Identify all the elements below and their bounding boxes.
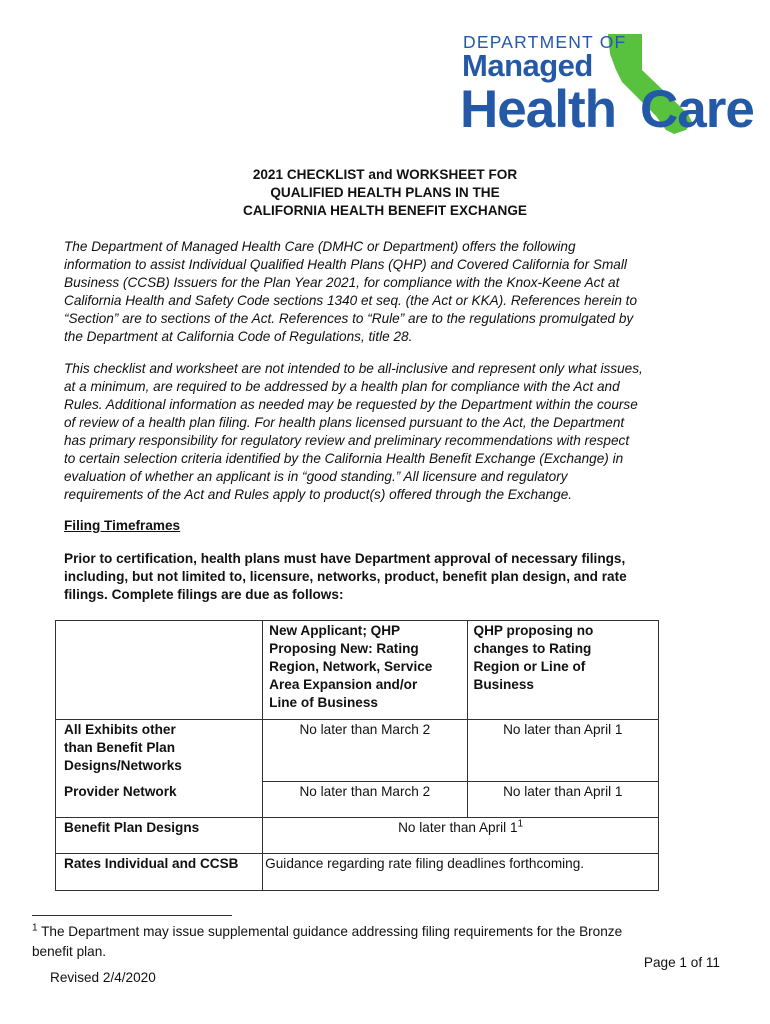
header-qhp-no-changes [467,621,658,720]
table-header-row [56,621,659,720]
table-row [56,720,659,782]
footnote-reference[interactable]: 1 [517,818,524,830]
title-line-2: QUALIFIED HEALTH PLANS IN THE [270,185,500,200]
row-label-provider-network: Provider Network [56,782,263,818]
header-line: Business [473,677,534,692]
disclaimer-line: This checklist and worksheet are not intended to be all-inclusive and represent only what issues, [64,361,643,376]
disclaimer-line: of review of a health plan filing. For health plans licensed pursuant to the Act, the Department [64,415,625,430]
header-line: New Applicant; QHP [269,623,401,638]
cell-no-changes: No later than April 1 [467,720,658,782]
footnote-marker: 1 [32,922,38,934]
empty-header-cell [56,621,263,720]
header-line: QHP proposing no [473,623,594,638]
cell-new-applicant: No later than March 2 [263,782,467,818]
table-row [56,854,659,891]
disclaimer-paragraph [64,360,714,504]
row-label-rates: Rates Individual and CCSB [56,854,263,891]
row-label-line: than Benefit Plan [64,740,176,755]
disclaimer-line: to certain selection criteria identified by the California Health Benefit Exchange (Exchange) in [64,451,624,466]
section-heading: Filing Timeframes [64,518,181,533]
row-label-line: All Exhibits other [64,722,176,737]
header-line: Region, Network, Service [269,659,433,674]
row-label-benefit-plan-designs: Benefit Plan Designs [56,818,263,854]
disclaimer-line: Rules. Additional information as needed may be requested by the Department within the course [64,397,638,412]
lead-line: including, but not limited to, licensure, networks, product, benefit plan design, and rate [64,569,627,584]
header-line: changes to Rating [473,641,592,656]
cell-rates-guidance: Guidance regarding rate filing deadlines forthcoming. [263,854,659,891]
header-new-applicant [263,621,467,720]
intro-line: information to assist Individual Qualified Health Plans (QHP) and Covered California for Small [64,257,627,272]
logo-line-managed: Managed [462,48,593,83]
row-label-line: Designs/Networks [64,758,182,773]
revised-date: Revised 2/4/2020 [50,970,156,985]
merged-deadline-text: No later than April 1 [398,820,518,835]
row-label-all-exhibits [56,720,263,782]
footnote-divider [32,915,232,916]
table-row [56,818,659,854]
page-number: Page 1 of 11 [643,955,720,970]
cell-no-changes: No later than April 1 [467,782,658,818]
intro-line: California Health and Safety Code sections 1340 et seq. (the Act or KKA). References herein to [64,293,638,308]
title-line-1: 2021 CHECKLIST and WORKSHEET FOR [252,167,518,182]
intro-line: Business (CCSB) Issuers for the Plan Year 2021, for compliance with the Knox-Keene Act at [64,275,620,290]
footnote-text: The Department may issue supplemental guidance addressing filing requirements for the Bronze [41,924,623,939]
intro-line: The Department of Managed Health Care (DMHC or Department) offers the following [64,239,576,254]
filing-requirements-text [64,550,724,604]
intro-line: the Department at California Code of Regulations, title 28. [64,329,413,344]
logo-line-health: Health [460,80,616,139]
disclaimer-line: evaluation of whether an applicant is in “good standing.” All licensure and regulatory [64,469,568,484]
lead-line: filings. Complete filings are due as follows: [64,587,344,602]
disclaimer-line: requirements of the Act and Rules apply to product(s) offered through the Exchange. [64,487,573,502]
document-title [0,166,770,220]
lead-line: Prior to certification, health plans must have Department approval of necessary filings, [64,551,626,566]
header-line: Proposing New: Rating [269,641,419,656]
cell-merged-deadline [263,818,659,854]
filing-timeframes-table [55,620,659,891]
logo-line-department: DEPARTMENT OF [463,32,627,52]
title-line-3: CALIFORNIA HEALTH BENEFIT EXCHANGE [243,203,527,218]
disclaimer-line: has primary responsibility for regulatory review and preliminary recommendations with respect [64,433,630,448]
logo-line-care: Care [640,80,754,139]
header-line: Line of Business [269,695,378,710]
dmhc-logo [460,30,754,139]
cell-new-applicant: No later than March 2 [263,720,467,782]
intro-paragraph [64,238,714,346]
header-line: Area Expansion and/or [269,677,418,692]
disclaimer-line: at a minimum, are required to be addressed by a health plan for compliance with the Act and [64,379,620,394]
table-row [56,782,659,818]
intro-line: “Section” are to sections of the Act. References to “Rule” are to the regulations promulgated by [64,311,634,326]
footnote [32,922,722,962]
header-line: Region or Line of [473,659,586,674]
footnote-text-cont: benefit plan. [32,944,107,959]
